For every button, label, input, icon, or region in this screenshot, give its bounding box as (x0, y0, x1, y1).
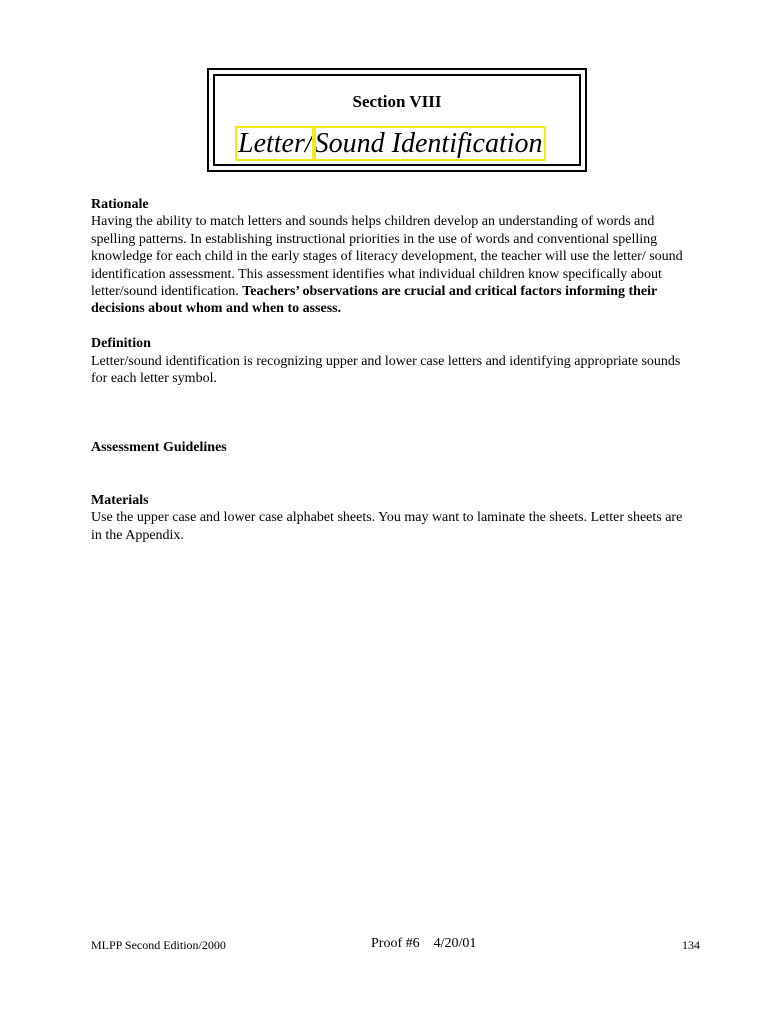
definition-paragraph: Letter/sound identification is recognizing upper and lower case letters and identifying appropriate sounds for each letter symbol. (91, 353, 681, 387)
section-title (237, 129, 544, 159)
rationale-heading: Rationale (91, 197, 149, 212)
assessment-guidelines-heading: Assessment Guidelines (91, 440, 227, 456)
rationale-text: Having the ability to match letters and sounds helps children develop an understanding of words and spelling patterns. In establishing instructional priorities in the use of words and conventional spelling knowledge for each child in the early stages of literacy development, the teacher will use the letter/ sound identification assessment. This assessment identifies what individual children know specifically about letter/sound identification. (91, 214, 683, 300)
footer-edition: MLPP Second Edition/2000 (91, 938, 226, 952)
spacer (91, 318, 691, 335)
rationale-paragraph (91, 213, 691, 317)
title-highlight-sound-identification: Sound Identification (314, 128, 543, 159)
title-highlight-letter: Letter/ (238, 128, 313, 159)
section-title-inner-frame (213, 74, 581, 166)
materials-paragraph: Use the upper case and lower case alphabet sheets. You may want to laminate the sheets. Letter sheets are in the Appendix. (91, 510, 683, 543)
page-body (91, 196, 691, 544)
spacer (91, 387, 691, 439)
spacer (91, 457, 691, 492)
materials-heading: Materials (91, 492, 149, 508)
rationale-bold-text: Teachers’ observations are crucial and critical factors informing their decisions about whom and when to assess. (91, 284, 657, 317)
footer-proof: Proof #6 4/20/01 (371, 936, 477, 951)
page-number: 134 (682, 938, 700, 952)
definition-heading: Definition (91, 336, 151, 352)
section-title-frame (207, 68, 587, 172)
section-number: Section VIII (352, 92, 442, 111)
